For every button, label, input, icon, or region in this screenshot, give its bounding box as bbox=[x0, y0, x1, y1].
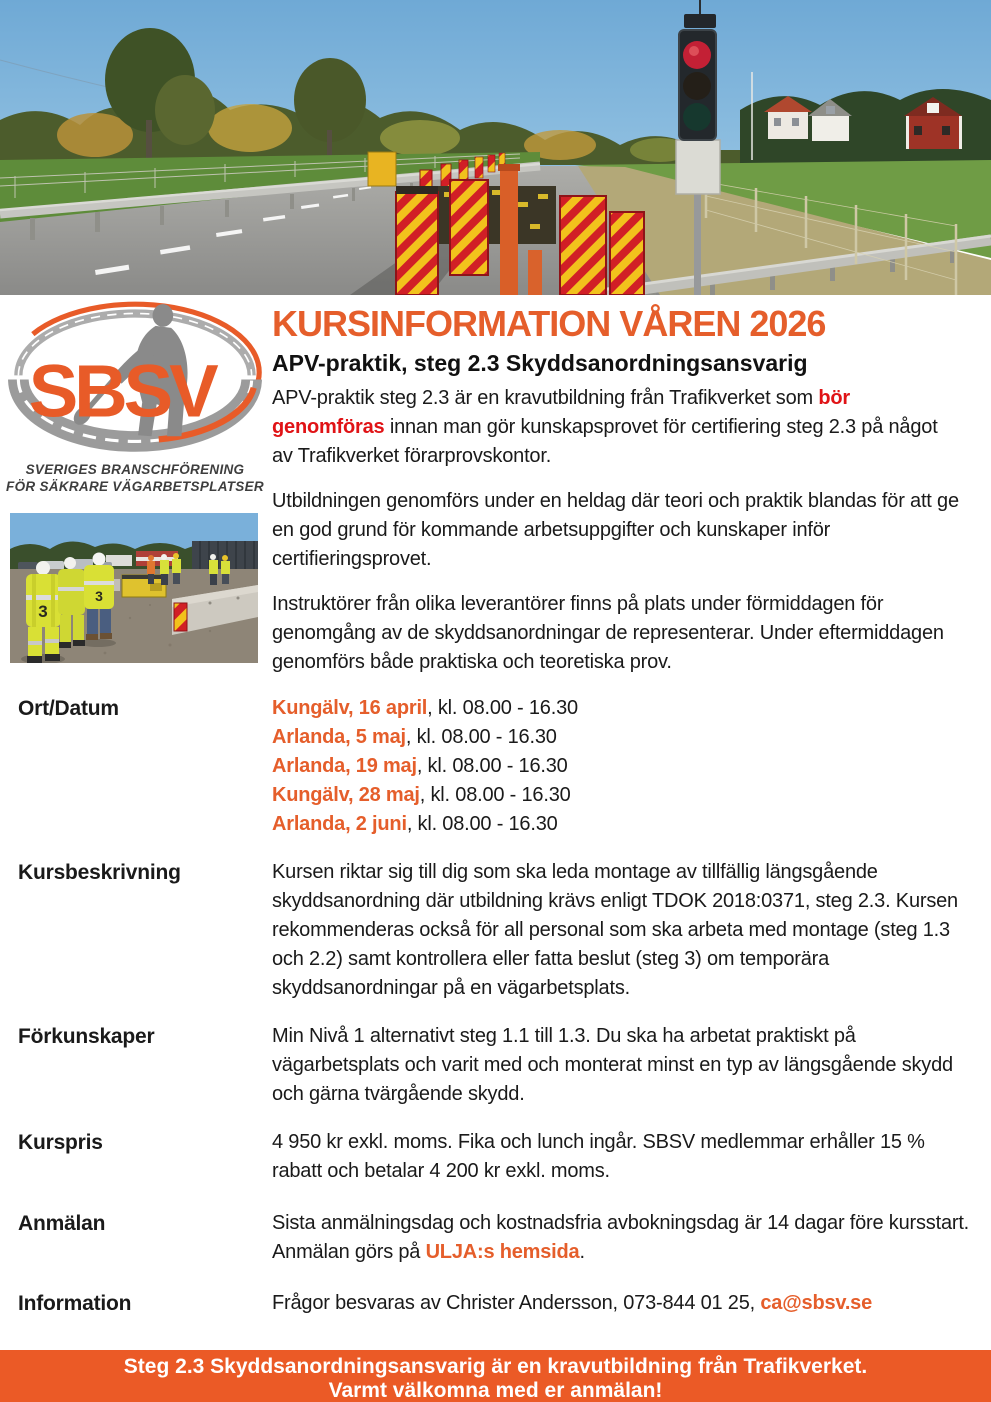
schedule-event: Kungälv, 28 maj bbox=[272, 784, 420, 806]
intro-paragraph-2: Utbildningen genomförs under en heldag där teori och praktik blandas för att ge en god grund för kommande arbetsuppgifter och kunskaper inför certifieringsprovet. bbox=[272, 490, 959, 570]
worker-badge-number-2: 3 bbox=[95, 588, 103, 604]
schedule-row bbox=[272, 781, 972, 810]
prerequisites-body: Min Nivå 1 alternativt steg 1.1 till 1.3. Du ska ha arbetat praktiskt på vägarbetsplats och varit med och monterat minst en typ av längsgående skydd och gärna tvärgående skydd. bbox=[272, 1025, 953, 1105]
registration-text: Sista anmälningsdag och kostnadsfria avbokningsdag är 14 dagar före kursstart. Anmälan görs på bbox=[272, 1212, 970, 1263]
worker-badge-number: 3 bbox=[38, 602, 48, 621]
schedule-time: , kl. 08.00 - 16.30 bbox=[406, 813, 558, 835]
footer-banner bbox=[0, 1350, 991, 1402]
footer-line2: Varmt välkomna med er anmälan! bbox=[328, 1379, 663, 1402]
schedule-time: , kl. 08.00 - 16.30 bbox=[416, 755, 568, 777]
section-label-price: Kurspris bbox=[18, 1131, 103, 1154]
intro-paragraph-1 bbox=[272, 384, 962, 471]
price-body: 4 950 kr exkl. moms. Fika och lunch ingår. SBSV medlemmar erhåller 15 % rabatt och betalar 4 200 kr exkl. moms. bbox=[272, 1131, 925, 1182]
information-body bbox=[272, 1289, 972, 1318]
page-subtitle: APV-praktik, steg 2.3 Skyddsanordningsansvarig bbox=[272, 350, 808, 376]
intro-paragraph-3: Instruktörer från olika leverantörer finns på plats under förmiddagen för genomgång av de skyddsanordningar de representerar. Under eftermiddagen genomförs både praktiska och teoretiska prov. bbox=[272, 593, 944, 673]
page-title: KURSINFORMATION VÅREN 2026 bbox=[272, 303, 826, 344]
registration-text-after: . bbox=[579, 1241, 585, 1263]
schedule-event: Arlanda, 2 juni bbox=[272, 813, 407, 835]
contact-email-link[interactable]: ca@sbsv.se bbox=[760, 1292, 873, 1314]
schedule-row bbox=[272, 694, 972, 723]
section-label-registration: Anmälan bbox=[18, 1212, 106, 1235]
schedule-time: , kl. 08.00 - 16.30 bbox=[419, 784, 571, 806]
schedule-time: , kl. 08.00 - 16.30 bbox=[405, 726, 557, 748]
logo-caption-line2: FÖR SÄKRARE VÄGARBETSPLATSER bbox=[6, 479, 264, 494]
schedule-event: Arlanda, 5 maj bbox=[272, 726, 406, 748]
registration-body bbox=[272, 1209, 972, 1267]
logo-caption bbox=[6, 461, 264, 495]
sbsv-logo bbox=[6, 299, 264, 495]
information-text: Frågor besvaras av Christer Andersson, 073-844 01 25, bbox=[272, 1292, 761, 1314]
intro-p1-text: APV-praktik steg 2.3 är en kravutbildning från Trafikverket som bbox=[272, 387, 819, 409]
section-label-prerequisites: Förkunskaper bbox=[18, 1025, 155, 1048]
roadwork-photo bbox=[0, 0, 991, 295]
section-label-course-description: Kursbeskrivning bbox=[18, 861, 181, 884]
schedule-row bbox=[272, 723, 972, 752]
schedule-row bbox=[272, 752, 972, 781]
logo-caption-line1: SVERIGES BRANSCHFÖRENING bbox=[25, 462, 245, 477]
schedule-row bbox=[272, 810, 972, 839]
photo-shadow2 bbox=[80, 639, 116, 647]
intro-p1-text-after: innan man gör kunskapsprovet för certifiering steg 2.3 på något av Trafikverket förarprovskontor. bbox=[272, 416, 938, 467]
main-column bbox=[272, 302, 962, 693]
section-label-information: Information bbox=[18, 1292, 132, 1315]
registration-website-link[interactable]: ULJA:s hemsida bbox=[425, 1241, 580, 1263]
schedule-time: , kl. 08.00 - 16.30 bbox=[427, 697, 578, 719]
photo-yellow-machine bbox=[122, 575, 166, 597]
sbsv-logo-graphic bbox=[6, 299, 264, 459]
schedule-event: Kungälv, 16 april bbox=[272, 697, 428, 719]
logo-acronym: SBSV bbox=[28, 349, 215, 433]
intro-p1-emphasis: bör genomföras bbox=[272, 387, 850, 438]
schedule-event: Arlanda, 19 maj bbox=[272, 755, 417, 777]
schedule-list bbox=[272, 694, 972, 839]
section-label-schedule: Ort/Datum bbox=[18, 697, 119, 720]
course-practice-photo bbox=[10, 513, 258, 663]
course-description-body: Kursen riktar sig till dig som ska leda montage av tillfällig längsgående skyddsanordning där utbildning krävs enligt TDOK 2018:0371, steg 2.3. Kursen rekommenderas också för all personal som ska arbeta med montage (steg 1.3 och 2.2) samt kontrollera eller fatta beslut (steg 3) om temporära skyddsanordningar på en vägarbetsplats. bbox=[272, 861, 958, 999]
footer-line1: Steg 2.3 Skyddsanordningsansvarig är en kravutbildning från Trafikverket. bbox=[123, 1355, 868, 1378]
